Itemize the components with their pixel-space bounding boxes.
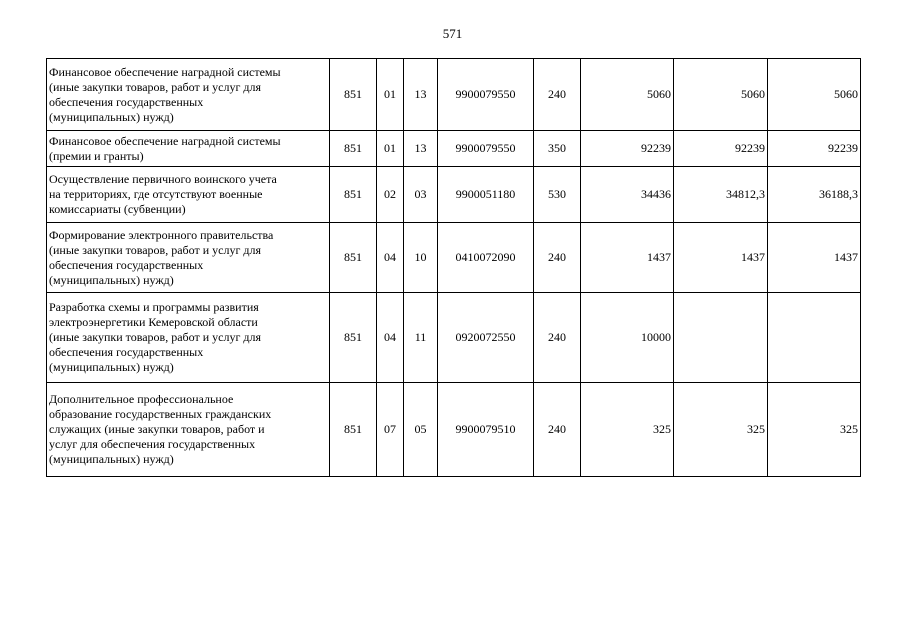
target-item-code: 9900079550: [438, 59, 534, 131]
amount-year-3: 1437: [768, 223, 861, 293]
table-row: [47, 59, 861, 131]
grbs-code: 851: [330, 293, 377, 383]
amount-year-3: 5060: [768, 59, 861, 131]
page-number: 571: [442, 26, 463, 41]
amount-year-1: 92239: [581, 131, 674, 167]
description-line: на территориях, где отсутствуют военные: [49, 187, 263, 201]
grbs-code: 851: [330, 167, 377, 223]
description-line: услуг для обеспечения государственных: [49, 437, 256, 451]
table-body: [47, 59, 861, 477]
description-line: (премии и гранты): [49, 148, 144, 163]
table-row: [47, 223, 861, 293]
expense-type-code: 240: [534, 383, 581, 477]
amount-year-3: 92239: [768, 131, 861, 167]
description-line: (муниципальных) нужд): [49, 109, 174, 124]
description-line: (иные закупки товаров, работ и услуг для: [49, 79, 262, 94]
amount-year-1: 1437: [581, 223, 674, 293]
description-line: (муниципальных) нужд): [49, 272, 174, 287]
target-item-code: 9900079510: [438, 383, 534, 477]
amount-year-3: 36188,3: [768, 167, 861, 223]
table-row: [47, 131, 861, 167]
target-item-code: 0920072550: [438, 293, 534, 383]
expense-type-code: 240: [534, 293, 581, 383]
target-item-code: 9900051180: [438, 167, 534, 223]
amount-year-2: 34812,3: [674, 167, 768, 223]
amount-year-1: 10000: [581, 293, 674, 383]
row-description: [47, 131, 330, 167]
amount-year-2: 5060: [674, 59, 768, 131]
row-description: [47, 383, 330, 477]
amount-year-2: [674, 293, 768, 383]
target-item-code: 0410072090: [438, 223, 534, 293]
section-code: 01: [377, 131, 404, 167]
description-line: (муниципальных) нужд): [49, 360, 174, 374]
description-line: обеспечения государственных: [49, 345, 204, 359]
description-line: (муниципальных) нужд): [49, 452, 174, 466]
description-line: (иные закупки товаров, работ и услуг для: [49, 330, 262, 344]
description-line: Формирование электронного правительства: [49, 227, 274, 242]
subsection-code: 03: [404, 167, 438, 223]
subsection-code: 05: [404, 383, 438, 477]
budget-table: [46, 58, 861, 477]
section-code: 02: [377, 167, 404, 223]
expense-type-code: 240: [534, 223, 581, 293]
table-row: [47, 167, 861, 223]
description-line: Финансовое обеспечение наградной системы: [49, 64, 281, 79]
description-line: Осуществление первичного воинского учета: [49, 172, 277, 186]
subsection-code: 13: [404, 59, 438, 131]
expense-type-code: 530: [534, 167, 581, 223]
description-line: (иные закупки товаров, работ и услуг для: [49, 242, 262, 257]
table-row: [47, 383, 861, 477]
description-line: электроэнергетики Кемеровской области: [49, 315, 258, 329]
grbs-code: 851: [330, 59, 377, 131]
description-line: Разработка схемы и программы развития: [49, 300, 259, 314]
row-description: [47, 223, 330, 293]
section-code: 04: [377, 223, 404, 293]
subsection-code: 10: [404, 223, 438, 293]
expense-type-code: 350: [534, 131, 581, 167]
grbs-code: 851: [330, 223, 377, 293]
description-line: обеспечения государственных: [49, 257, 204, 272]
description-line: комиссариаты (субвенции): [49, 202, 186, 216]
amount-year-1: 34436: [581, 167, 674, 223]
description-line: Дополнительное профессиональное: [49, 392, 234, 406]
row-description: [47, 167, 330, 223]
subsection-code: 13: [404, 131, 438, 167]
subsection-code: 11: [404, 293, 438, 383]
section-code: 04: [377, 293, 404, 383]
amount-year-1: 5060: [581, 59, 674, 131]
amount-year-3: 325: [768, 383, 861, 477]
expense-type-code: 240: [534, 59, 581, 131]
table-row: [47, 293, 861, 383]
description-line: Финансовое обеспечение наградной системы: [49, 133, 281, 148]
row-description: [47, 59, 330, 131]
target-item-code: 9900079550: [438, 131, 534, 167]
description-line: служащих (иные закупки товаров, работ и: [49, 422, 265, 436]
description-line: обеспечения государственных: [49, 94, 204, 109]
section-code: 07: [377, 383, 404, 477]
grbs-code: 851: [330, 383, 377, 477]
amount-year-2: 325: [674, 383, 768, 477]
description-line: образование государственных гражданских: [49, 407, 272, 421]
row-description: [47, 293, 330, 383]
amount-year-2: 92239: [674, 131, 768, 167]
grbs-code: 851: [330, 131, 377, 167]
amount-year-2: 1437: [674, 223, 768, 293]
amount-year-3: [768, 293, 861, 383]
section-code: 01: [377, 59, 404, 131]
amount-year-1: 325: [581, 383, 674, 477]
